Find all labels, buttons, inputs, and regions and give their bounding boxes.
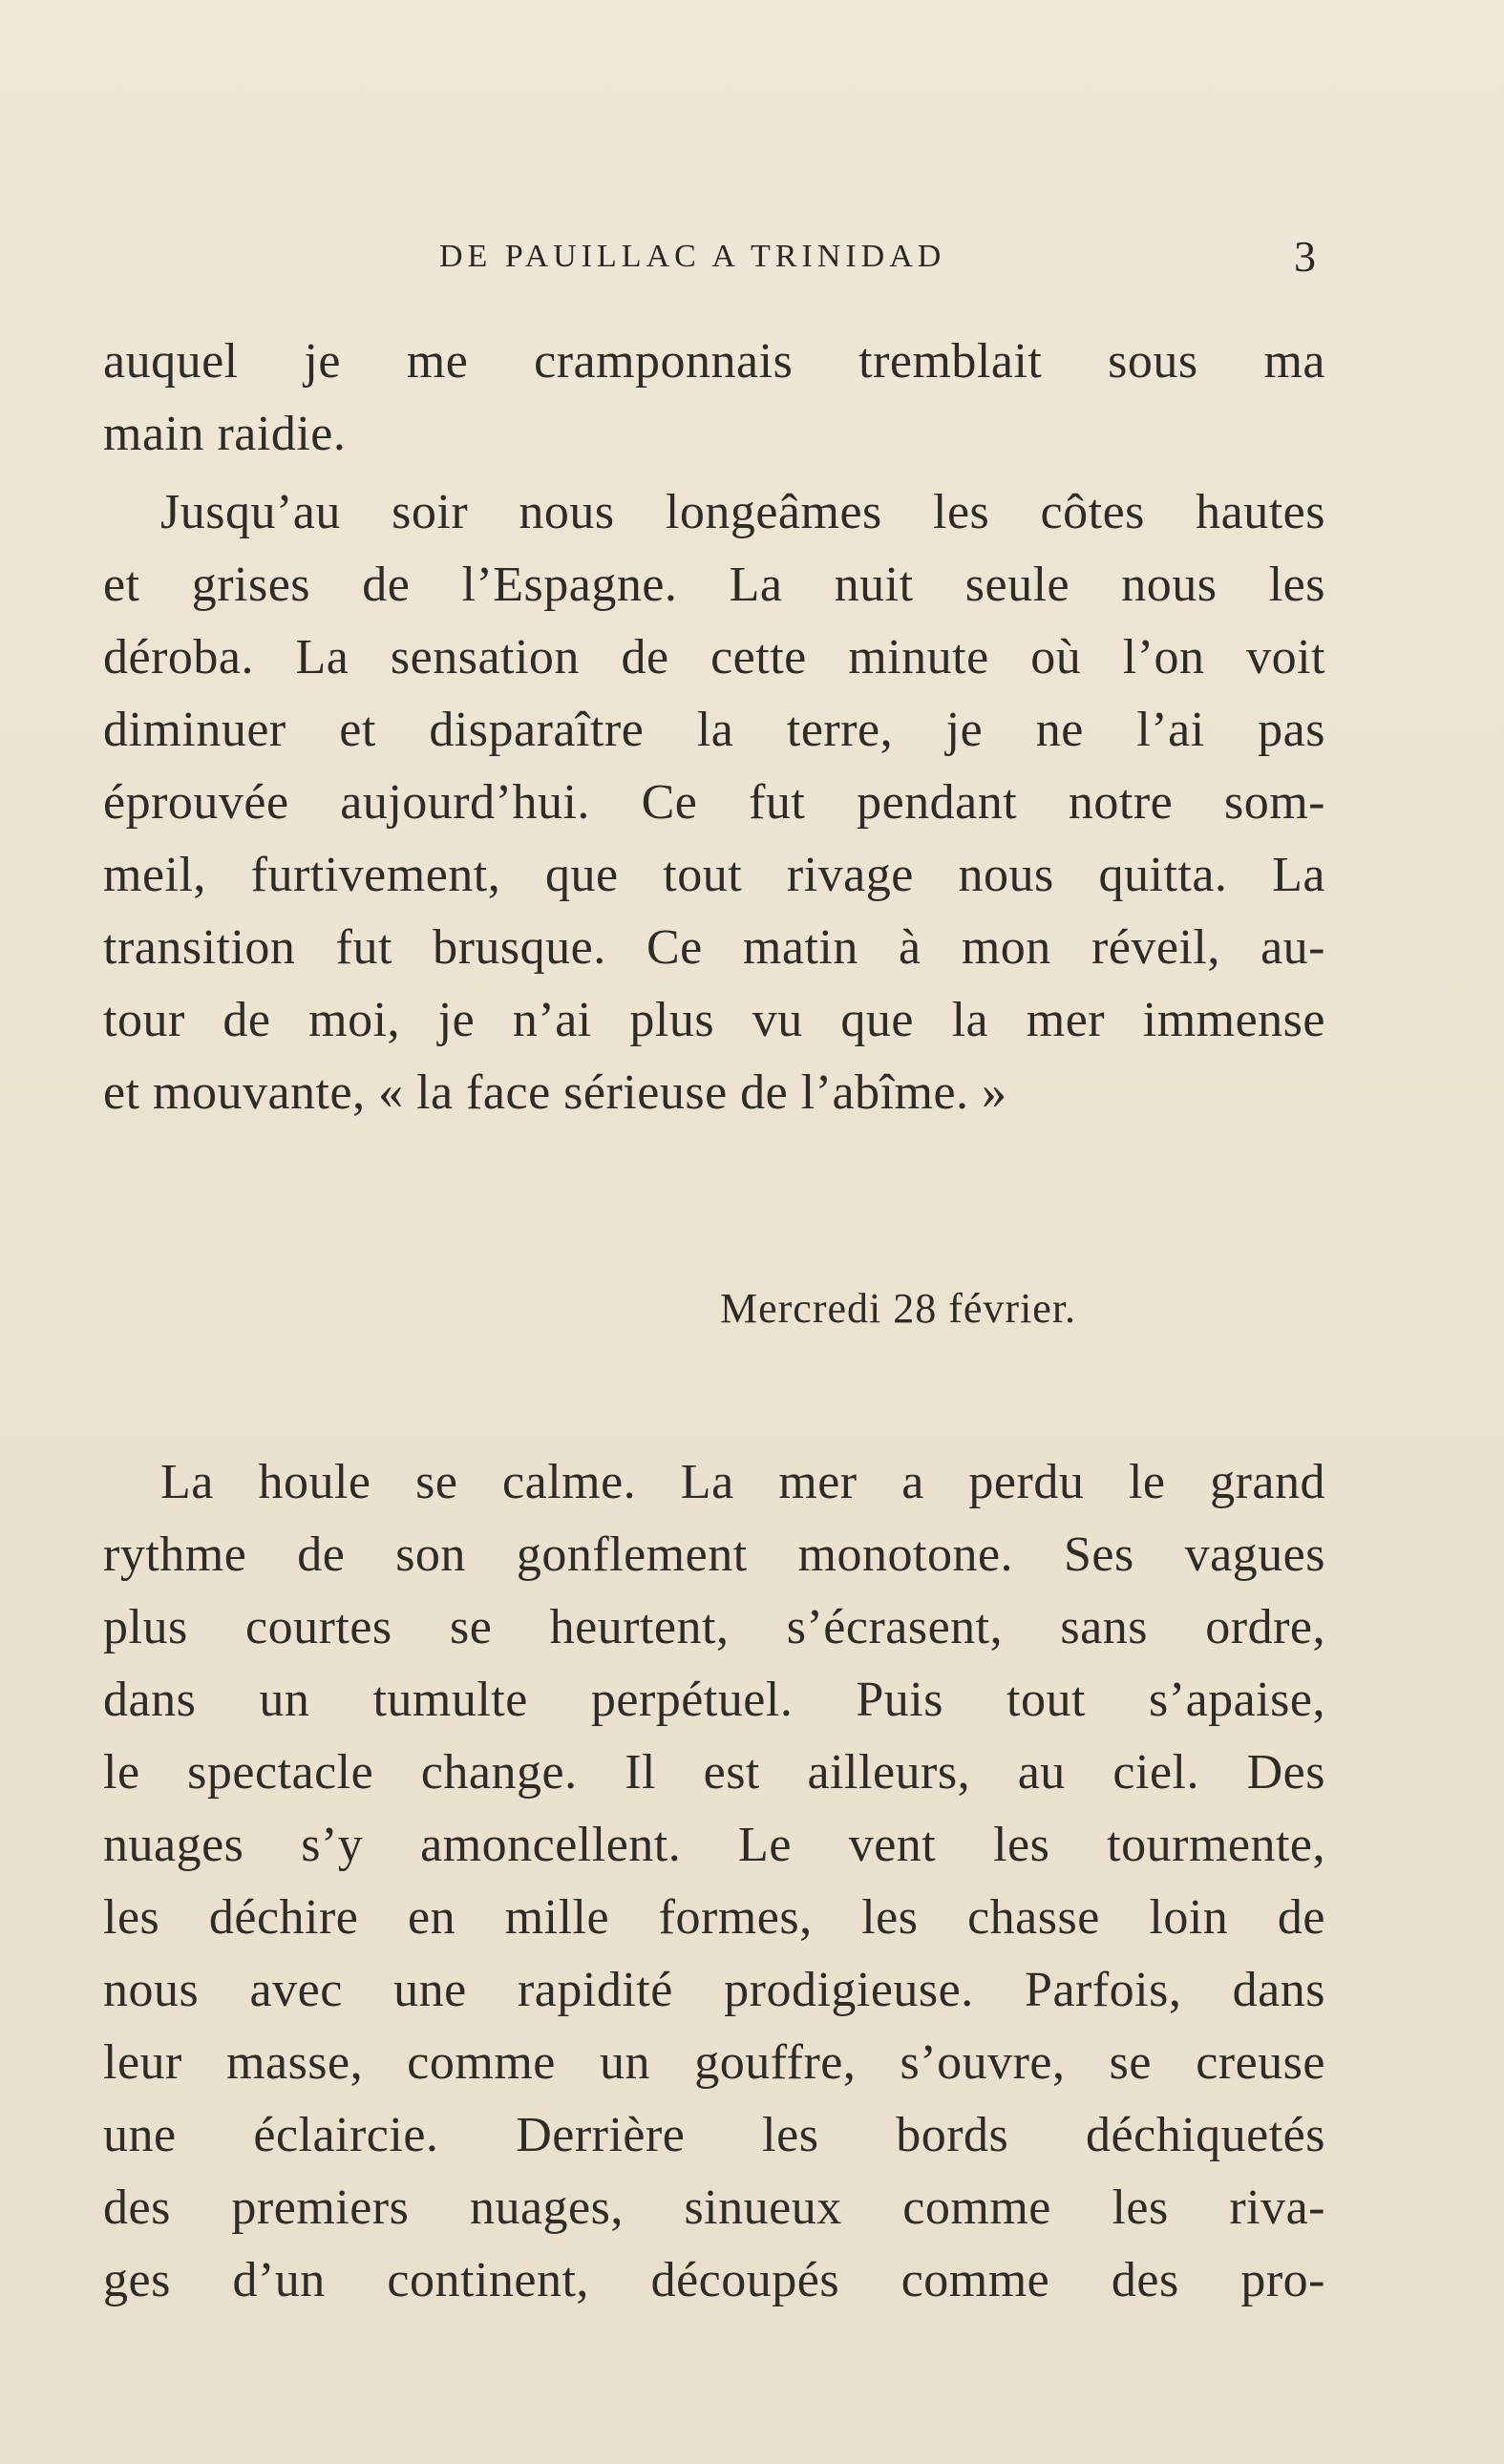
text-line: et grises de l’Espagne. La nuit seule nous les <box>103 558 1325 612</box>
text-line: diminuer et disparaître la terre, je ne l’ai pas <box>103 703 1325 757</box>
text-line: nous avec une rapidité prodigieuse. Parfois, dans <box>103 1963 1325 2017</box>
running-head: DE PAUILLAC A TRINIDAD <box>439 239 946 274</box>
text-line: éprouvée aujourd’hui. Ce fut pendant notre som- <box>103 775 1325 830</box>
text-line: transition fut brusque. Ce matin à mon réveil, au- <box>103 920 1325 975</box>
text-line: et mouvante, « la face sérieuse de l’abîme. » <box>103 1065 1007 1120</box>
text-line: les déchire en mille formes, les chasse loin de <box>103 1890 1325 1945</box>
text-line: Jusqu’au soir nous longeâmes les côtes hautes <box>160 485 1325 539</box>
text-line: auquel je me cramponnais tremblait sous ma <box>103 334 1325 389</box>
text-line: meil, furtivement, que tout rivage nous quitta. La <box>103 848 1325 902</box>
text-line: déroba. La sensation de cette minute où l’on voit <box>103 630 1325 684</box>
dateline: Mercredi 28 février. <box>720 1285 1077 1332</box>
text-line: leur masse, comme un gouffre, s’ouvre, se creuse <box>103 2035 1325 2090</box>
text-line: le spectacle change. Il est ailleurs, au ciel. Des <box>103 1745 1325 1800</box>
text-line: plus courtes se heurtent, s’écrasent, sans ordre, <box>103 1600 1325 1654</box>
text-line: des premiers nuages, sinueux comme les riva- <box>103 2180 1325 2235</box>
text-line: rythme de son gonflement monotone. Ses vagues <box>103 1527 1325 1582</box>
text-line: nuages s’y amoncellent. Le vent les tourmente, <box>103 1818 1325 1872</box>
text-line: une éclaircie. Derrière les bords déchiquetés <box>103 2108 1325 2162</box>
text-line: tour de moi, je n’ai plus vu que la mer immense <box>103 993 1325 1047</box>
text-line: ges d’un continent, découpés comme des pro- <box>103 2253 1325 2307</box>
text-line: La houle se calme. La mer a perdu le grand <box>160 1455 1325 1509</box>
page-number: 3 <box>1294 232 1316 281</box>
text-line: main raidie. <box>103 407 347 461</box>
text-line: dans un tumulte perpétuel. Puis tout s’apaise, <box>103 1673 1325 1727</box>
